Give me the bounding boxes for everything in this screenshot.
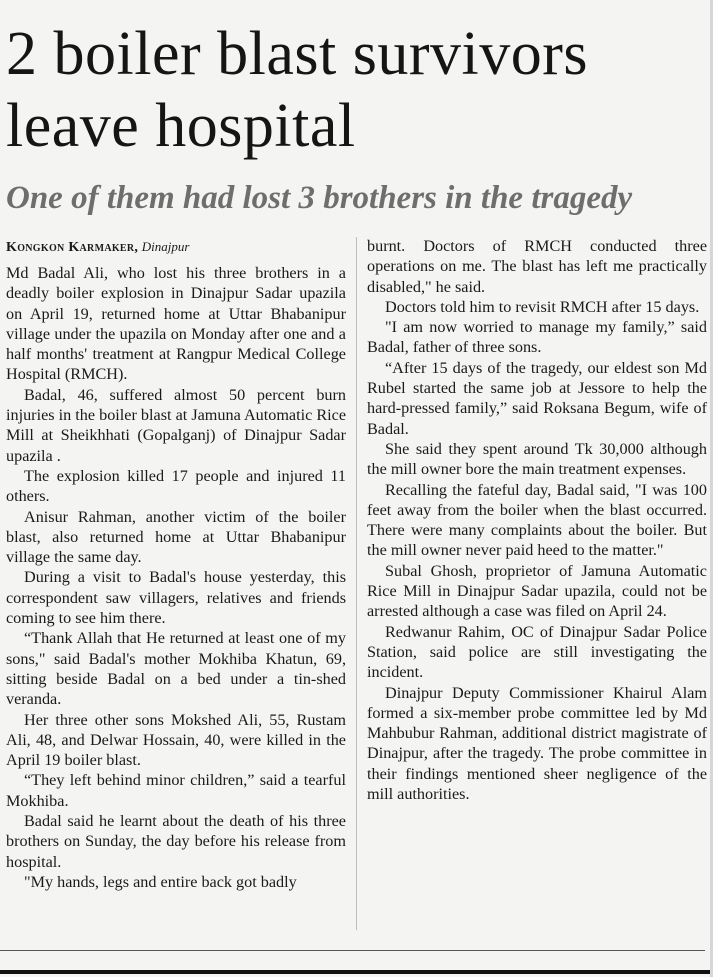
paragraph: Md Badal Ali, who lost his three brothers in a deadly boiler explosion in Dinajpur Sadar upazila on April 19, returned home at Uttar Bhabanipur village under the upazila on Monday after one and a half months' treatment at Rangpur Medical College Hospital (RMCH). xyxy=(6,264,346,384)
article-right-column xyxy=(367,236,707,804)
paragraph: Badal, 46, suffered almost 50 percent burn injuries in the boiler blast at Jamuna Automatic Rice Mill at Sheikhhati (Gopalganj) of Dinajpur Sadar upazila . xyxy=(6,385,346,465)
paragraph: Her three other sons Mokshed Ali, 55, Rustam Ali, 48, and Delwar Hossain, 40, were killed in the April 19 boiler blast. xyxy=(6,710,346,770)
headline: 2 boiler blast survivors leave hospital xyxy=(6,20,588,160)
paragraph: Recalling the fateful day, Badal said, "I was 100 feet away from the boiler when the blast occurred. There were many complaints about the boiler. But the mill owner never paid heed to the matter." xyxy=(367,480,707,560)
paragraph: During a visit to Badal's house yesterday, this correspondent saw villagers, relatives and friends coming to see him there. xyxy=(6,568,346,628)
paragraph: burnt. Doctors of RMCH conducted three operations on me. The blast has left me practically disabled," he said. xyxy=(367,237,707,296)
paragraph: "My hands, legs and entire back got badly xyxy=(24,872,297,891)
paragraph: The explosion killed 17 people and injured 11 others. xyxy=(6,466,346,506)
paragraph: “Thank Allah that He returned at least one of my sons," said Badal's mother Mokhiba Khatun, 69, sitting beside Badal on a bed under a tin-shed veranda. xyxy=(6,629,346,709)
paragraph: Anisur Rahman, another victim of the boiler blast, also returned home at Uttar Bhabanipur village the same day. xyxy=(6,507,346,567)
paragraph: Badal said he learnt about the death of his three brothers on Sunday, the day before his release from hospital. xyxy=(6,812,346,871)
column-divider xyxy=(356,237,357,930)
page-bottom-border xyxy=(0,970,713,974)
paragraph: Dinajpur Deputy Commissioner Khairul Alam formed a six-member probe committee led by Md Mahbubur Rahman, additional district magistrate of Dinajpur, after the tragedy. The probe committee in their findings mentioned sheer negligence of the mill authorities. xyxy=(367,683,707,804)
article-left-column xyxy=(6,236,346,892)
byline xyxy=(6,236,346,259)
paragraph: Doctors told him to revisit RMCH after 15 days. xyxy=(385,297,700,316)
paragraph: She said they spent around Tk 30,000 although the mill owner bore the main treatment expenses. xyxy=(367,439,707,479)
paragraph: "I am now worried to manage my family,” said Badal, father of three sons. xyxy=(367,318,707,357)
bottom-rule xyxy=(0,950,705,951)
byline-author: Kongkon Karmaker, xyxy=(6,240,139,255)
paragraph: “They left behind minor children,” said a tearful Mokhiba. xyxy=(6,771,346,810)
paragraph: Redwanur Rahim, OC of Dinajpur Sadar Police Station, said police are still investigating the incident. xyxy=(367,622,707,682)
subheadline: One of them had lost 3 brothers in the tragedy xyxy=(6,180,633,216)
paragraph: “After 15 days of the tragedy, our eldest son Md Rubel started the same job at Jessore to help the hard-pressed family,” said Roksana Begum, wife of Badal. xyxy=(367,358,707,438)
byline-location: Dinajpur xyxy=(141,239,190,254)
paragraph: Subal Ghosh, proprietor of Jamuna Automatic Rice Mill in Dinajpur Sadar upazila, could not be arrested although a case was filed on April 24. xyxy=(367,561,707,621)
